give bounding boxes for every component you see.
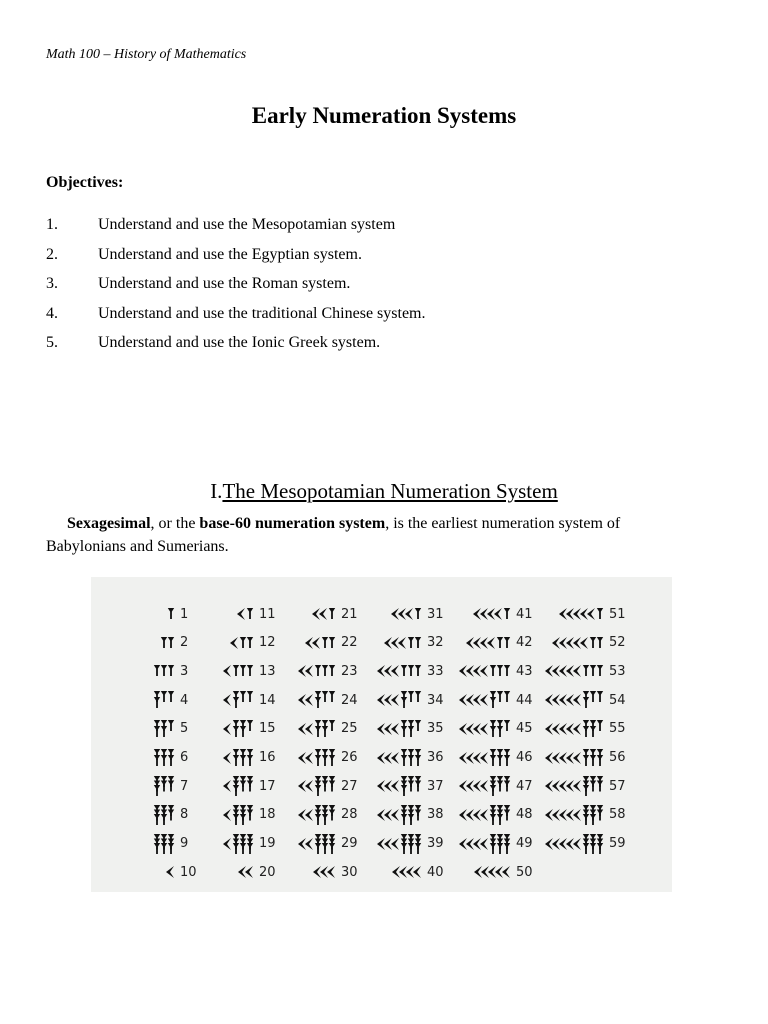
numeral-value: 4 [180, 692, 189, 708]
numeral-value: 39 [427, 836, 444, 852]
cuneiform-glyph [165, 861, 176, 883]
cuneiform-glyph [297, 833, 337, 855]
section-title: I.The Mesopotamian Numeration System [210, 479, 558, 503]
cuneiform-glyph [222, 660, 255, 682]
cuneiform-glyph [376, 689, 423, 711]
numeral-value: 9 [180, 836, 189, 852]
numeral-cell [544, 659, 626, 683]
numeral-value: 19 [259, 836, 276, 852]
numeral-value: 47 [516, 778, 533, 794]
cuneiform-glyph [551, 632, 605, 654]
cuneiform-glyph [391, 861, 423, 883]
cuneiform-glyph [544, 775, 605, 797]
numeral-value: 44 [516, 692, 533, 708]
numeral-value: 41 [516, 606, 533, 622]
cuneiform-glyph [153, 804, 176, 826]
numeral-value: 35 [427, 721, 444, 737]
cuneiform-glyph [544, 718, 605, 740]
numeral-value: 46 [516, 750, 533, 765]
numeral-cell [376, 746, 444, 770]
numeral-cell [473, 860, 533, 884]
numeral-cell [160, 631, 188, 655]
cuneiform-glyph [473, 861, 512, 883]
numeral-value: 43 [516, 663, 533, 679]
numeral-cell [153, 659, 188, 683]
numeral-cell [376, 774, 444, 798]
numeral-cell [153, 774, 188, 798]
cuneiform-glyph [222, 747, 255, 769]
numeral-value: 50 [516, 864, 533, 880]
course-header: Math 100 – History of Mathematics [46, 47, 247, 62]
cuneiform-glyph [376, 747, 423, 769]
numeral-value: 49 [516, 836, 533, 852]
numeral-value: 20 [259, 864, 276, 880]
numeral-value: 15 [259, 721, 276, 737]
objective-item: 4. Understand and use the traditional Chinese system. [46, 304, 426, 322]
numeral-cell [222, 774, 276, 798]
numeral-value: 57 [609, 778, 626, 794]
cuneiform-glyph [160, 632, 176, 654]
numeral-cell [312, 860, 358, 884]
numeral-cell [376, 717, 444, 741]
numeral-value: 58 [609, 807, 626, 823]
numeral-value: 11 [259, 606, 276, 622]
numeral-value: 48 [516, 807, 533, 823]
numeral-cell [153, 717, 188, 741]
numeral-value: 12 [259, 635, 276, 651]
numeral-cell [222, 659, 276, 683]
numeral-value: 53 [609, 663, 626, 679]
numeral-cell [297, 717, 358, 741]
numeral-cell [297, 774, 358, 798]
numeral-value: 30 [341, 864, 358, 880]
numeral-value: 10 [180, 864, 197, 880]
cuneiform-glyph [222, 775, 255, 797]
numeral-value: 32 [427, 635, 444, 651]
numeral-cell [458, 803, 533, 827]
numeral-cell [465, 631, 533, 655]
cuneiform-glyph [297, 775, 337, 797]
numeral-cell [167, 602, 188, 626]
numeral-cell [544, 803, 626, 827]
numeral-cell [153, 803, 188, 827]
numeral-value: 29 [341, 836, 358, 852]
numeral-cell [222, 717, 276, 741]
numeral-value: 42 [516, 635, 533, 651]
cuneiform-glyph [458, 747, 512, 769]
numeral-cell [458, 659, 533, 683]
numeral-cell [458, 717, 533, 741]
document-title: Early Numeration Systems [251, 103, 517, 128]
cuneiform-glyph [458, 689, 512, 711]
numeral-value: 7 [180, 778, 189, 794]
cuneiform-glyph [376, 718, 423, 740]
numeral-value: 52 [609, 635, 626, 651]
numeral-value: 34 [427, 692, 444, 708]
numeral-value: 5 [180, 721, 189, 737]
numeral-value: 17 [259, 778, 276, 794]
cuneiform-glyph [544, 833, 605, 855]
numeral-value: 13 [259, 663, 276, 679]
cuneiform-glyph [458, 804, 512, 826]
cuneiform-glyph [472, 603, 512, 625]
numeral-value: 38 [427, 807, 444, 823]
cuneiform-glyph [153, 747, 176, 769]
numeral-cell [376, 803, 444, 827]
numeral-cell [376, 688, 444, 712]
objectives-list [46, 214, 425, 362]
objective-item: 5. Understand and use the Ionic Greek system. [46, 334, 381, 352]
numeral-value: 54 [609, 692, 626, 708]
cuneiform-glyph [229, 632, 255, 654]
cuneiform-glyph [153, 833, 176, 855]
cuneiform-glyph [544, 660, 605, 682]
numeral-cell [165, 860, 197, 884]
cuneiform-glyph [304, 632, 337, 654]
cuneiform-glyph [297, 747, 337, 769]
numeral-cell [304, 631, 358, 655]
numeral-cell [551, 631, 626, 655]
cuneiform-glyph [297, 804, 337, 826]
cuneiform-glyph [222, 804, 255, 826]
numeral-cell [311, 602, 358, 626]
numeral-cell [153, 832, 188, 856]
cuneiform-glyph [458, 775, 512, 797]
numeral-cell [297, 803, 358, 827]
numeral-cell [237, 860, 276, 884]
numeral-value: 21 [341, 606, 358, 622]
numeral-value: 8 [180, 807, 189, 823]
cuneiform-glyph [153, 718, 176, 740]
cuneiform-glyph [222, 833, 255, 855]
cuneiform-glyph [558, 603, 605, 625]
numeral-value: 28 [341, 807, 358, 823]
cuneiform-glyph [222, 689, 255, 711]
numeral-value: 45 [516, 721, 533, 737]
numeral-value: 33 [427, 663, 444, 679]
cuneiform-glyph [297, 718, 337, 740]
numeral-cell [229, 631, 276, 655]
numeral-cell [376, 659, 444, 683]
numeral-value: 3 [180, 663, 189, 679]
numeral-cell [558, 602, 626, 626]
numeral-cell [297, 688, 358, 712]
cuneiform-glyph [544, 804, 605, 826]
numeral-cell [297, 659, 358, 683]
numeral-value: 22 [341, 635, 358, 651]
numeral-cell [383, 631, 444, 655]
numeral-value: 31 [427, 606, 444, 622]
numeral-cell [297, 832, 358, 856]
numeral-cell [222, 746, 276, 770]
cuneiform-glyph [297, 660, 337, 682]
numeral-cell [222, 688, 276, 712]
cuneiform-glyph [458, 833, 512, 855]
numeral-cell [458, 774, 533, 798]
numeral-cell [153, 688, 188, 712]
numeral-cell [236, 602, 276, 626]
numeral-value: 6 [180, 750, 189, 765]
numeral-cell [153, 746, 188, 770]
numeral-value: 26 [341, 750, 358, 765]
cuneiform-glyph [458, 718, 512, 740]
numeral-cell [544, 688, 626, 712]
numeral-cell [472, 602, 533, 626]
cuneiform-glyph [465, 632, 512, 654]
cuneiform-glyph [297, 689, 337, 711]
numeral-value: 36 [427, 750, 444, 765]
numeral-cell [458, 746, 533, 770]
cuneiform-glyph [544, 689, 605, 711]
numeral-cell [458, 832, 533, 856]
cuneiform-glyph [236, 603, 255, 625]
numeral-value: 51 [609, 606, 626, 622]
cuneiform-glyph [153, 689, 176, 711]
cuneiform-glyph [390, 603, 423, 625]
numeral-cell [544, 774, 626, 798]
numeral-value: 14 [259, 692, 276, 708]
numeral-value: 1 [180, 606, 189, 622]
numeral-cell [222, 803, 276, 827]
numeral-cell [544, 746, 626, 770]
numeral-value: 56 [609, 750, 626, 765]
numeral-cell [376, 832, 444, 856]
numeral-cell [544, 717, 626, 741]
numeral-cell [222, 832, 276, 856]
cuneiform-glyph [312, 861, 337, 883]
cuneiform-glyph [153, 775, 176, 797]
cuneiform-glyph [222, 718, 255, 740]
numeral-cell [391, 860, 444, 884]
cuneiform-glyph [544, 747, 605, 769]
numeral-value: 37 [427, 778, 444, 794]
objective-item: 3. Understand and use the Roman system. [46, 275, 351, 293]
numeral-cell [458, 688, 533, 712]
numeral-value: 16 [259, 750, 276, 765]
cuneiform-glyph [376, 660, 423, 682]
objective-item: 2. Understand and use the Egyptian system. [46, 245, 362, 263]
cuneiform-glyph [167, 603, 176, 625]
cuneiform-glyph [237, 861, 255, 883]
numeral-cell [297, 746, 358, 770]
numeral-value: 18 [259, 807, 276, 823]
section-intro: Sexagesimal, or the base-60 numeration system, is the earliest numeration system of Babylonians and Sumerians. [46, 515, 621, 555]
cuneiform-glyph [376, 775, 423, 797]
numeral-value: 40 [427, 864, 444, 880]
objective-item: 1. Understand and use the Mesopotamian system [46, 216, 396, 233]
cuneiform-glyph [311, 603, 337, 625]
numeral-value: 25 [341, 721, 358, 737]
objectives-heading: Objectives: [46, 174, 124, 191]
numeral-value: 59 [609, 836, 626, 852]
babylonian-numeral-table [91, 577, 672, 892]
numeral-value: 55 [609, 721, 626, 737]
cuneiform-glyph [458, 660, 512, 682]
numeral-value: 2 [180, 635, 189, 651]
cuneiform-glyph [153, 660, 176, 682]
numeral-cell [544, 832, 626, 856]
numeral-value: 24 [341, 692, 358, 708]
cuneiform-glyph [376, 833, 423, 855]
cuneiform-glyph [383, 632, 423, 654]
cuneiform-glyph [376, 804, 423, 826]
numeral-value: 27 [341, 778, 358, 794]
numeral-cell [390, 602, 444, 626]
numeral-value: 23 [341, 663, 358, 679]
